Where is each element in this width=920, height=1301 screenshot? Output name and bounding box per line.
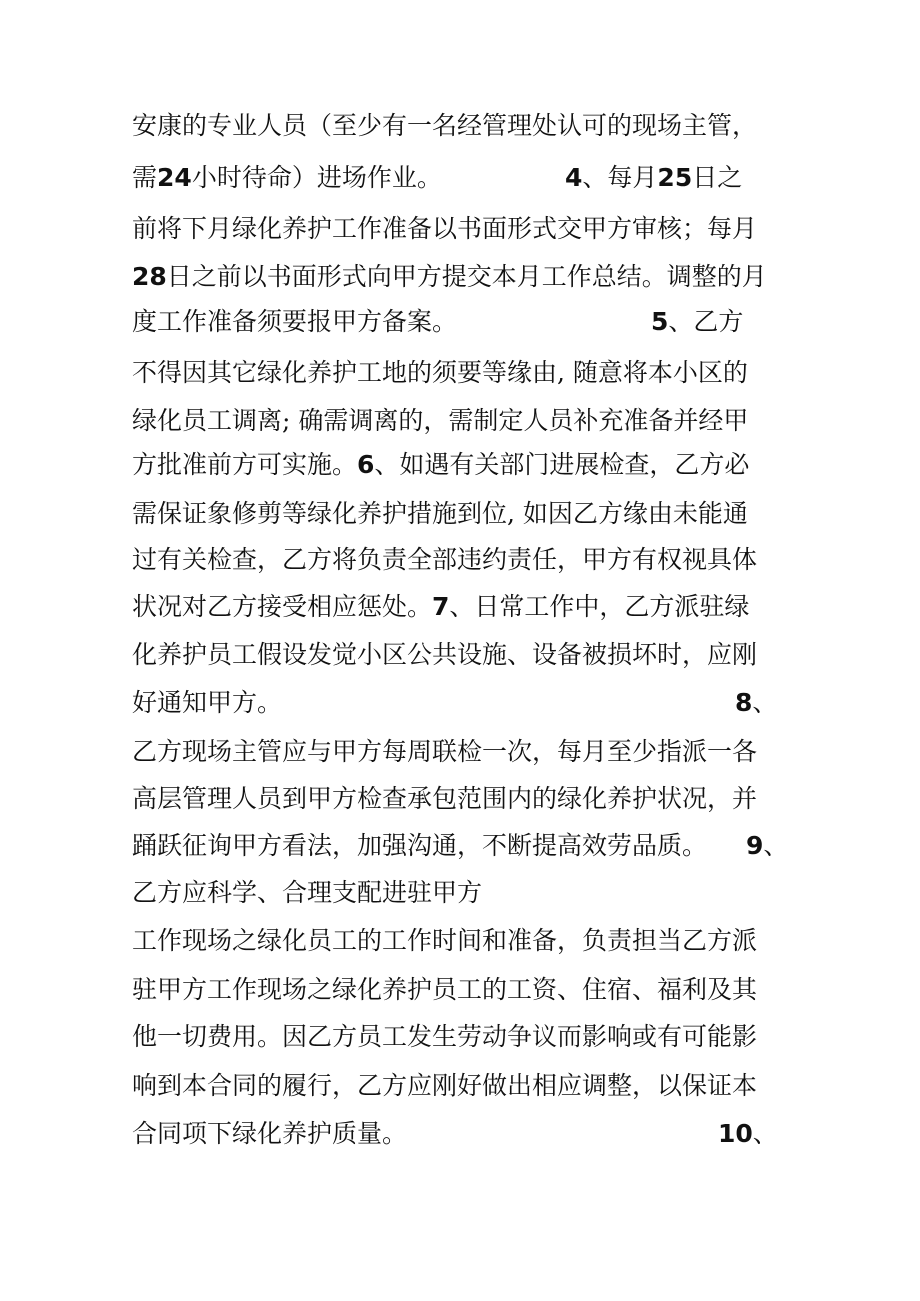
text-segment: 状况对乙方接受相应惩处。 [132, 592, 433, 621]
text-line [132, 970, 792, 1010]
item-text: 、 [763, 831, 789, 860]
text-line [132, 587, 792, 627]
item-number: 10 [718, 1119, 753, 1148]
text-segment: 日之前以书面形式向甲方提交本月工作总结。调整的月 [166, 262, 767, 291]
text-line [132, 732, 792, 772]
text-line [132, 826, 792, 866]
item-text: 日之 [692, 163, 743, 192]
text-line [132, 1114, 792, 1154]
text-segment: 、日常工作中，乙方派驻绿 [449, 592, 750, 621]
text-segment: 乙方应科学、合理支配进驻甲方 [132, 878, 483, 907]
text-line [132, 635, 792, 675]
text-line [132, 158, 792, 198]
text-segment: 乙方现场主管应与甲方每周联检一次，每月至少指派一各 [132, 737, 758, 766]
text-line [132, 1066, 792, 1106]
text-segment: 不得因其它绿化养护工地的须要等缘由, 随意将本小区的 [132, 358, 748, 387]
item-text: 、 [752, 1119, 778, 1148]
text-line [132, 683, 792, 723]
item-text: 、 [752, 688, 778, 717]
text-segment: 、如遇有关部门进展检查，乙方必 [374, 450, 750, 479]
item-marker [735, 683, 777, 723]
text-segment: 好通知甲方。 [132, 688, 283, 717]
number-label: 28 [132, 262, 167, 291]
text-segment: 驻甲方工作现场之绿化养护员工的工资、住宿、福利及其 [132, 975, 758, 1004]
text-segment: 工作现场之绿化员工的工作时间和准备，负责担当乙方派 [132, 926, 758, 955]
text-segment: 响到本合同的履行，乙方应刚好做出相应调整，以保证本 [132, 1071, 758, 1100]
text-line [132, 401, 792, 441]
text-line [132, 540, 792, 580]
text-segment: 高层管理人员到甲方检查承包范围内的绿化养护状况，并 [132, 784, 758, 813]
text-line [132, 494, 792, 534]
text-segment: 踊跃征询甲方看法，加强沟通，不断提高效劳品质。 [132, 831, 708, 860]
text-line [132, 353, 792, 393]
text-segment: 方批准前方可实施。 [132, 450, 358, 479]
item-number: 4 [565, 163, 583, 192]
item-marker [565, 158, 742, 198]
item-number: 5 [651, 307, 669, 336]
text-segment: 化养护员工假设发觉小区公共设施、设备被损坏时，应刚 [132, 640, 758, 669]
text-line [132, 921, 792, 961]
item-marker [651, 302, 743, 342]
number-label: 7 [432, 592, 450, 621]
item-marker [746, 826, 788, 866]
text-segment: 他一切费用。因乙方员工发生劳动争议而影响或有可能影 [132, 1022, 758, 1051]
item-number: 25 [657, 163, 693, 192]
item-number: 8 [735, 688, 753, 717]
text-line [132, 302, 792, 342]
text-line [132, 257, 792, 297]
text-segment: 过有关检查，乙方将负责全部违约责任，甲方有权视具体 [132, 545, 758, 574]
item-number: 9 [746, 831, 764, 860]
text-line [132, 779, 792, 819]
text-line [132, 873, 792, 913]
text-segment: 前将下月绿化养护工作准备以书面形式交甲方审核；每月 [132, 214, 758, 243]
text-line [132, 1017, 792, 1057]
text-segment: 小时待命）进场作业。 [191, 163, 442, 192]
text-segment: 需保证象修剪等绿化养护措施到位, 如因乙方缘由未能通 [132, 499, 748, 528]
text-segment: 度工作准备须要报甲方备案。 [132, 307, 458, 336]
number-label: 24 [157, 163, 192, 192]
text-line [132, 445, 792, 485]
text-line [132, 106, 792, 146]
text-segment: 安康的专业人员（至少有一名经管理处认可的现场主管， [132, 111, 758, 140]
item-text: 、乙方 [668, 307, 744, 336]
text-line [132, 209, 792, 249]
text-segment: 绿化员工调离; 确需调离的，需制定人员补充准备并经甲 [132, 406, 749, 435]
text-segment: 需 [132, 163, 158, 192]
item-text: 、每月 [582, 163, 658, 192]
text-segment: 合同项下绿化养护质量。 [132, 1119, 408, 1148]
item-marker [718, 1114, 778, 1154]
number-label: 6 [357, 450, 375, 479]
